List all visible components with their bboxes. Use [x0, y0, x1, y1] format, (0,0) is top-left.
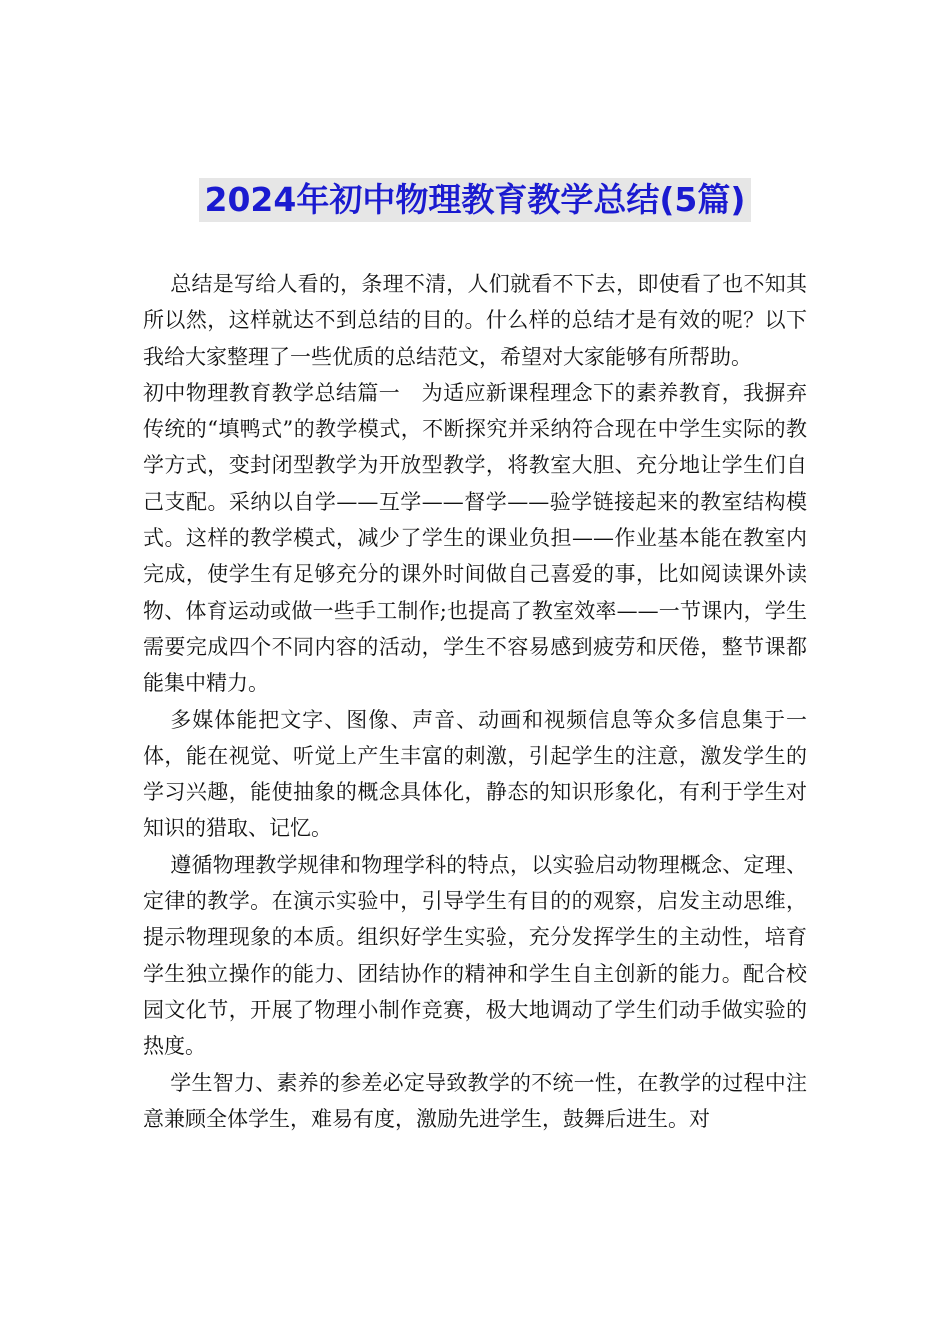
paragraph-students: 学生智力、素养的参差必定导致教学的不统一性，在教学的过程中注意兼顾全体学生，难易有度，激励先进学生，鼓舞后进生。对 — [143, 1070, 807, 1131]
paragraph-experiments: 遵循物理教学规律和物理学科的特点，以实验启动物理概念、定理、定律的教学。在演示实验中，引导学生有目的的观察，启发主动思维，提示物理现象的本质。组织好学生实验，充分发挥学生的主动性，培育学生独立操作的能力、团结协作的精神和学生自主创新的能力。配合校园文化节，开展了物理小制作竞赛，极大地调动了学生们动手做实验的热度。 — [143, 852, 807, 1059]
document-title: 2024年初中物理教育教学总结(5篇) — [199, 178, 752, 222]
paragraph-intro: 总结是写给人看的，条理不清，人们就看不下去，即使看了也不知其所以然，这样就达不到总结的目的。什么样的总结才是有效的呢？以下我给大家整理了一些优质的总结范文，希望对大家能够有所帮助。 — [143, 272, 807, 369]
paragraph-section-one: 初中物理教育教学总结篇一 为适应新课程理念下的素养教育，我摒弃传统的“填鸭式”的教学模式，不断探究并采纳符合现在中学生实际的教学方式，变封闭型教学为开放型教学，将教室大胆、充分地让学生们自己支配。采纳以自学——互学——督学——验学链接起来的教室结构模式。这样的教学模式，减少了学生的课业负担——作业基本能在教室内完成，使学生有足够充分的课外时间做自己喜爱的事，比如阅读课外读物、体育运动或做一些手工制作;也提高了教室效率——一节课内，学生需要完成四个不同内容的活动，学生不容易感到疲劳和厌倦，整节课都能集中精力。 — [143, 380, 807, 696]
document-body — [143, 266, 807, 1137]
title-container — [0, 178, 950, 222]
paragraph-multimedia: 多媒体能把文字、图像、声音、动画和视频信息等众多信息集于一体，能在视觉、听觉上产生丰富的刺激，引起学生的注意，激发学生的学习兴趣，能使抽象的概念具体化，静态的知识形象化，有利于学生对知识的猎取、记忆。 — [143, 707, 807, 841]
